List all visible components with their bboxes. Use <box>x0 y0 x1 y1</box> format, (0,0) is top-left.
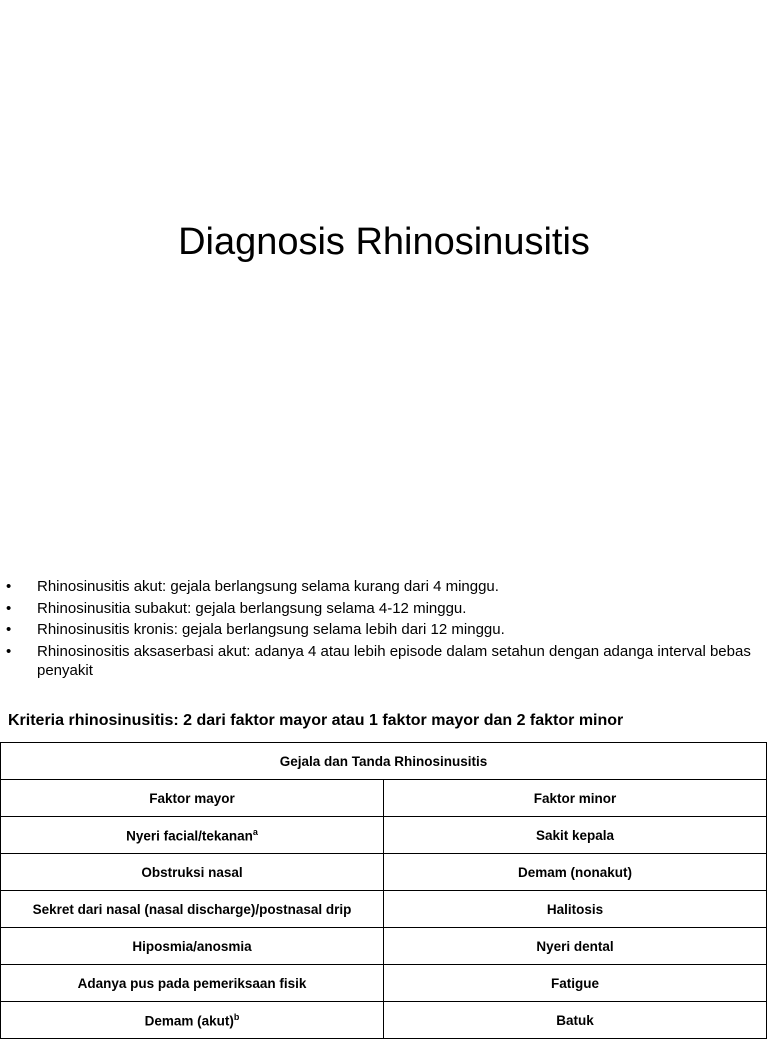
bullet-marker: • <box>6 621 12 638</box>
table-row <box>1 965 767 1002</box>
list-item-text: Rhinosinositis aksaserbasi akut: adanya 4 atau lebih episode dalam setahun dengan adanga interval bebas penyakit <box>37 642 751 679</box>
table-row <box>1 854 767 891</box>
major-factor-cell: Sekret dari nasal (nasal discharge)/postnasal drip <box>1 891 384 928</box>
minor-factor-cell: Demam (nonakut) <box>384 854 767 891</box>
major-factor-cell <box>1 817 384 854</box>
list-item-text: Rhinosinusitia subakut: gejala berlangsung selama 4-12 minggu. <box>37 599 467 617</box>
header-minor: Faktor minor <box>384 780 767 817</box>
major-factor-text: Demam (akut) <box>144 1013 234 1029</box>
footnote-marker: b <box>233 1011 240 1022</box>
major-factor-cell <box>1 1002 384 1039</box>
minor-factor-cell: Nyeri dental <box>384 928 767 965</box>
list-item <box>6 599 764 619</box>
list-item <box>6 577 764 597</box>
minor-factor-cell: Sakit kepala <box>384 817 767 854</box>
minor-factor-cell: Halitosis <box>384 891 767 928</box>
table-row <box>1 928 767 965</box>
table-caption-row <box>1 743 767 780</box>
major-factor-cell: Hiposmia/anosmia <box>1 928 384 965</box>
major-factor-cell: Adanya pus pada pemeriksaan fisik <box>1 965 384 1002</box>
table-header-row <box>1 780 767 817</box>
list-item <box>6 620 764 640</box>
list-item-text: Rhinosinusitis akut: gejala berlangsung selama kurang dari 4 minggu. <box>37 578 499 595</box>
criteria-heading: Kriteria rhinosinusitis: 2 dari faktor mayor atau 1 faktor mayor dan 2 faktor minor <box>8 712 624 729</box>
footnote-marker: a <box>252 826 258 837</box>
bullet-marker: • <box>6 578 12 595</box>
table-row <box>1 817 767 854</box>
symptoms-table <box>0 742 767 1039</box>
major-factor-cell: Obstruksi nasal <box>1 854 384 891</box>
major-factor-text: Nyeri facial/tekanan <box>126 828 253 844</box>
definition-list <box>6 577 764 683</box>
bullet-marker: • <box>6 599 12 617</box>
table-row <box>1 1002 767 1039</box>
page-title: Diagnosis Rhinosinusitis <box>178 221 590 263</box>
bullet-marker: • <box>6 642 12 660</box>
list-item <box>6 642 764 681</box>
minor-factor-cell: Batuk <box>384 1002 767 1039</box>
header-major: Faktor mayor <box>1 780 384 817</box>
table-caption-text: Gejala dan Tanda Rhinosinusitis <box>279 753 488 769</box>
table-row <box>1 891 767 928</box>
list-item-text: Rhinosinusitis kronis: gejala berlangsung selama lebih dari 12 minggu. <box>37 621 505 638</box>
table-caption <box>1 743 767 780</box>
minor-factor-cell: Fatigue <box>384 965 767 1002</box>
